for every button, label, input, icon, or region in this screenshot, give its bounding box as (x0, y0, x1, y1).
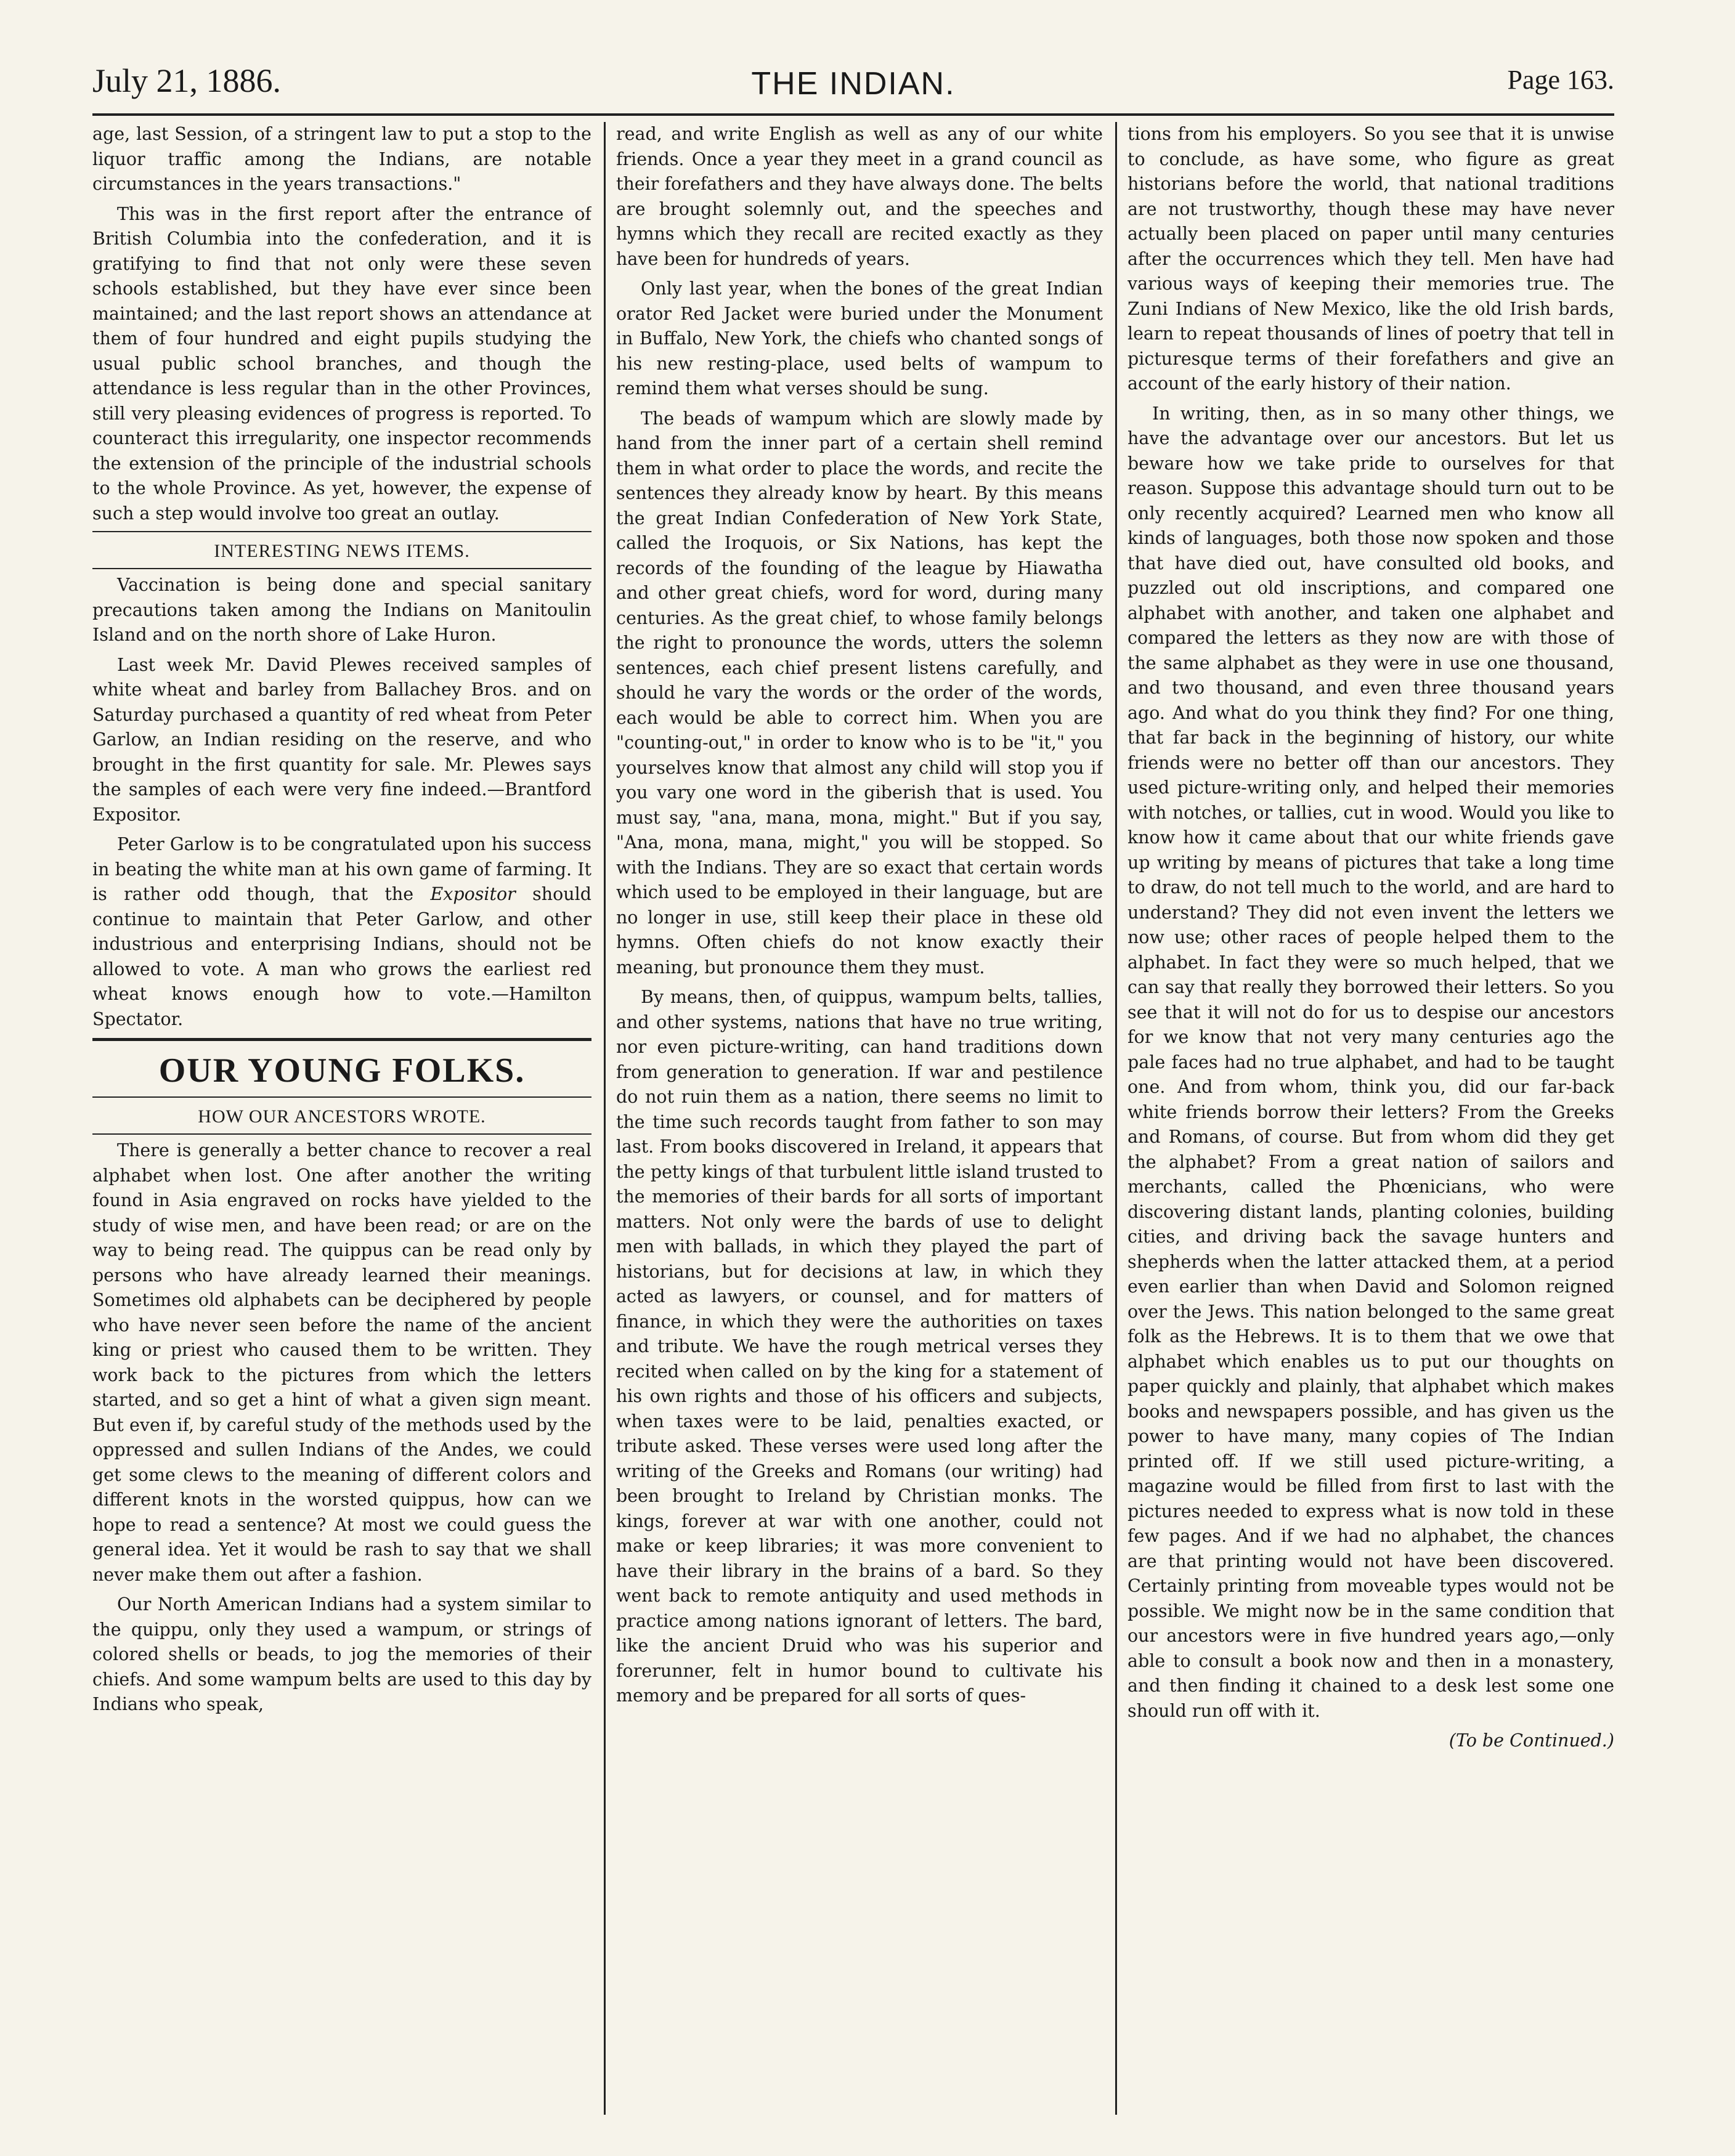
page-header (92, 49, 1614, 117)
issue-date: July 21, 1886. (92, 62, 282, 99)
section-rule (92, 1133, 591, 1135)
masthead-title: THE INDIAN. (751, 66, 956, 102)
newspaper-page (92, 49, 1614, 2119)
article-paragraph: This was in the first report after the entrance of British Columbia into the confederation, and it is gratifying to find that not only were these seven schools established, but they have ever since been maintained; and the last report shows an attendance at them of four hundred and eight pupils studying the usual public school branches, and though the attendance is less regular than in the other Provinces, still very pleasing evidences of progress is reported. To counteract this irregularity, one inspector recommends the extension of the principle of the industrial schools to the whole Province. As yet, however, the expense of such a step would involve too great an outlay. (92, 203, 591, 524)
section-rule (92, 568, 591, 569)
news-item: Last week Mr. David Plewes received samples of white wheat and barley from Ballachey Bros. and on Saturday purchased a quantity of red wheat from Peter Garlow, an Indian residing on the reserve, and who brought in the first quantity for sale. Mr. Plewes says the samples of each were very fine indeed.—Brantford Expositor. (92, 654, 591, 825)
section-rule (92, 531, 591, 532)
article-paragraph: Only last year, when the bones of the great Indian orator Red Jacket were buried under the Monument in Buffalo, New York, the chiefs who chanted songs of his new resting-place, used belts of wampum to remind them what verses should be sung. (616, 278, 1103, 399)
section-heading: INTERESTING NEWS ITEMS. (214, 541, 470, 561)
page-number: Page 163. (1507, 65, 1614, 95)
column-divider (1115, 122, 1117, 2115)
article-paragraph: By means, then, of quippus, wampum belts, tallies, and other systems, nations that have no true writing, nor even picture-writing, can hand traditions down from generation to generation. If war and pestilence do not ruin them as a nation, there seems no limit to the time such records taught from father to son may last. From books discovered in Ireland, it appears that the petty kings of that turbulent little island trusted to the memories of their bards for all sorts of important matters. Not only were the bards of use to delight men with ballads, in which they played the part of historians, but for decisions at law, in which they acted as lawyers, or counsel, and for matters of finance, in which they were the authorities on taxes and tribute. We have the rough metrical verses they recited when called on by the king for a statement of his own rights and those of his officers and subjects, when taxes were to be laid, penalties exacted, or tribute asked. These verses were used long after the writing of the Greeks and Romans (our writing) had been brought to Ireland by Christian monks. The kings, forever at war with one another, could not make or keep libraries; it was more convenient to have their library in the brains of a bard. So they went back to remote antiquity and used methods in practice among nations ignorant of letters. The bard, like the ancient Druid who was his superior and forerunner, felt in humor bound to cultivate his memory and be prepared for all sorts of ques- (616, 987, 1103, 1706)
column-divider (604, 122, 606, 2115)
article-paragraph: There is generally a better chance to recover a real alphabet when lost. One after another the writing found in Asia engraved on rocks have yielded to the study of wise men, and have been read; or are on the way to being read. The quippus can be read only by persons who have already learned their meanings. Sometimes old alphabets can be deciphered by people who have never seen before the name of the ancient king or priest who caused them to be written. They work back to the pictures from which the letters started, and so get a hint of what a given sign meant. But even if, by careful study of the methods used by the oppressed and sullen Indians of the Andes, we could get some clews to the meaning of different colors and different knots in the worsted quippus, how can we hope to read a sentence? At most we could guess the general idea. Yet it would be rash to say that we shall never make them out after a fashion. (92, 1140, 591, 1585)
article-heading: HOW OUR ANCESTORS WROTE. (198, 1106, 486, 1127)
news-item: Vaccination is being done and special sanitary precautions taken among the Indians on Manitoulin Island and on the north shore of Lake Huron. (92, 575, 591, 645)
section-rule (92, 1038, 591, 1041)
section-rule (92, 1096, 591, 1098)
column-1 (92, 122, 591, 2115)
article-paragraph: age, last Session, of a stringent law to put a stop to the liquor traffic among the Indians, are notable circumstances in the years transactions." (92, 124, 591, 194)
article-paragraph: Our North American Indians had a system similar to the quippu, only they used a wampum, or strings of colored shells or beads, to jog the memories of their chiefs. And some wampum belts are used to this day by Indians who speak, (92, 1594, 591, 1714)
article-paragraph: read, and write English as well as any of our white friends. Once a year they meet in a grand council as their forefathers and they have always done. The belts are brought solemnly out, and the speeches and hymns which they recall are recited exactly as they have been for hundreds of years. (616, 124, 1103, 269)
column-2 (616, 122, 1103, 2115)
department-heading: OUR YOUNG FOLKS. (158, 1052, 526, 1090)
article-paragraph: The beads of wampum which are slowly made by hand from the inner part of a certain shell remind them in what order to place the words, and recite the sentences they already know by heart. By this means the great Indian Confederation of New York State, called the Iroquois, or Six Nations, has kept the records of the founding of the league by Hiawatha and other great chiefs, word for word, during many centuries. As the great chief, to whose family belongs the right to pronounce the words, utters the solemn sentences, each chief present listens carefully, and should he vary the words or the order of the words, each would be able to correct him. When you are "counting-out," in order to know who is to be "it," you yourselves know that almost any child will stop you if you vary one word in the giberish that is used. You must say, "ana, mana, mona, might." But if you say, "Ana, mona, mana, might," you will be stopped. So with the Indians. They are so exact that certain words which used to be employed in their language, but are no longer in use, still keep their place in these old hymns. Often chiefs do not know exactly their meaning, but pronounce them they must. (616, 408, 1103, 978)
article-paragraph: In writing, then, as in so many other things, we have the advantage over our ancestors. But let us beware how we take pride to ourselves for that reason. Suppose this advantage should turn out to be only recently acquired? Learned men who know all kinds of languages, both those now spoken and those that have died out, have consulted old books, and puzzled out old inscriptions, and compared one alphabet with another, and taken one alphabet and compared the letters as they now are with those of the same alphabet as they were in use one thousand, and two thousand, and even three thousand years ago. And what do you think they find? For one thing, that far back in the beginning of history, our white friends were no better off than our ancestors. They used picture-writing only, and helped their memories with notches, or tallies, cut in wood. Would you like to know how it came about that our white friends gave up writing by means of pictures that take a long time to draw, do not tell much to the world, and are hard to understand? They did not even invent the letters we now use; other races of people helped them to the alphabet. In fact they were so much helped, that we can say that really they borrowed their letters. So you see that it will not do for us to despise our ancestors for we know that not very many centuries ago the pale faces had no true alphabet, and had to be taught one. And from whom, think you, did our far-back white friends borrow their letters? From the Greeks and Romans, of course. But from whom did they get the alphabet? From a great nation of sailors and merchants, called the Phœnicians, who were discovering distant lands, planting colonies, building cities, and driving back the savage hunters and shepherds when the latter attacked them, at a period even earlier than when David and Solomon reigned over the Jews. This nation belonged to the same great folk as the Hebrews. It is to them that we owe that alphabet which enables us to put our thoughts on paper quickly and plainly, that alphabet which makes books and newspapers possible, and has given us the power to have many, many copies of The Indian printed off. If we still used picture-writing, a magazine would be filled from first to last with the pictures needed to express what is now told in these few pages. And if we had no alphabet, the chances are that printing would not have been discovered. Certainly printing from moveable types would not be possible. We might now be in the same condition that our ancestors were in five hundred years ago,—only able to consult a book now and then in a monastery, and then finding it chained to a desk lest some one should run off with it. (1128, 403, 1614, 1721)
column-3 (1128, 122, 1614, 2115)
continued-note: (To be Continued.) (1449, 1730, 1614, 1751)
news-item: Peter Garlow is to be congratulated upon his success in beating the white man at his own game of farming. It is rather odd though, that the Expositor should continue to maintain that Peter Garlow, and other industrious and enterprising Indians, should not be allowed to vote. A man who grows the earliest red wheat knows enough how to vote.—Hamilton Spectator. (92, 834, 591, 1029)
header-rule (92, 113, 1614, 116)
article-paragraph: tions from his employers. So you see that it is unwise to conclude, as have some, who figure as great historians before the world, that national traditions are not trustworthy, though these may have never actually been placed on paper until many centuries after the occurrences which they tell. Men have had various ways of keeping their memories true. The Zuni Indians of New Mexico, like the old Irish bards, learn to repeat thousands of lines of poetry that tell in picturesque terms of their forefathers and give an account of the early history of their nation. (1128, 124, 1614, 394)
